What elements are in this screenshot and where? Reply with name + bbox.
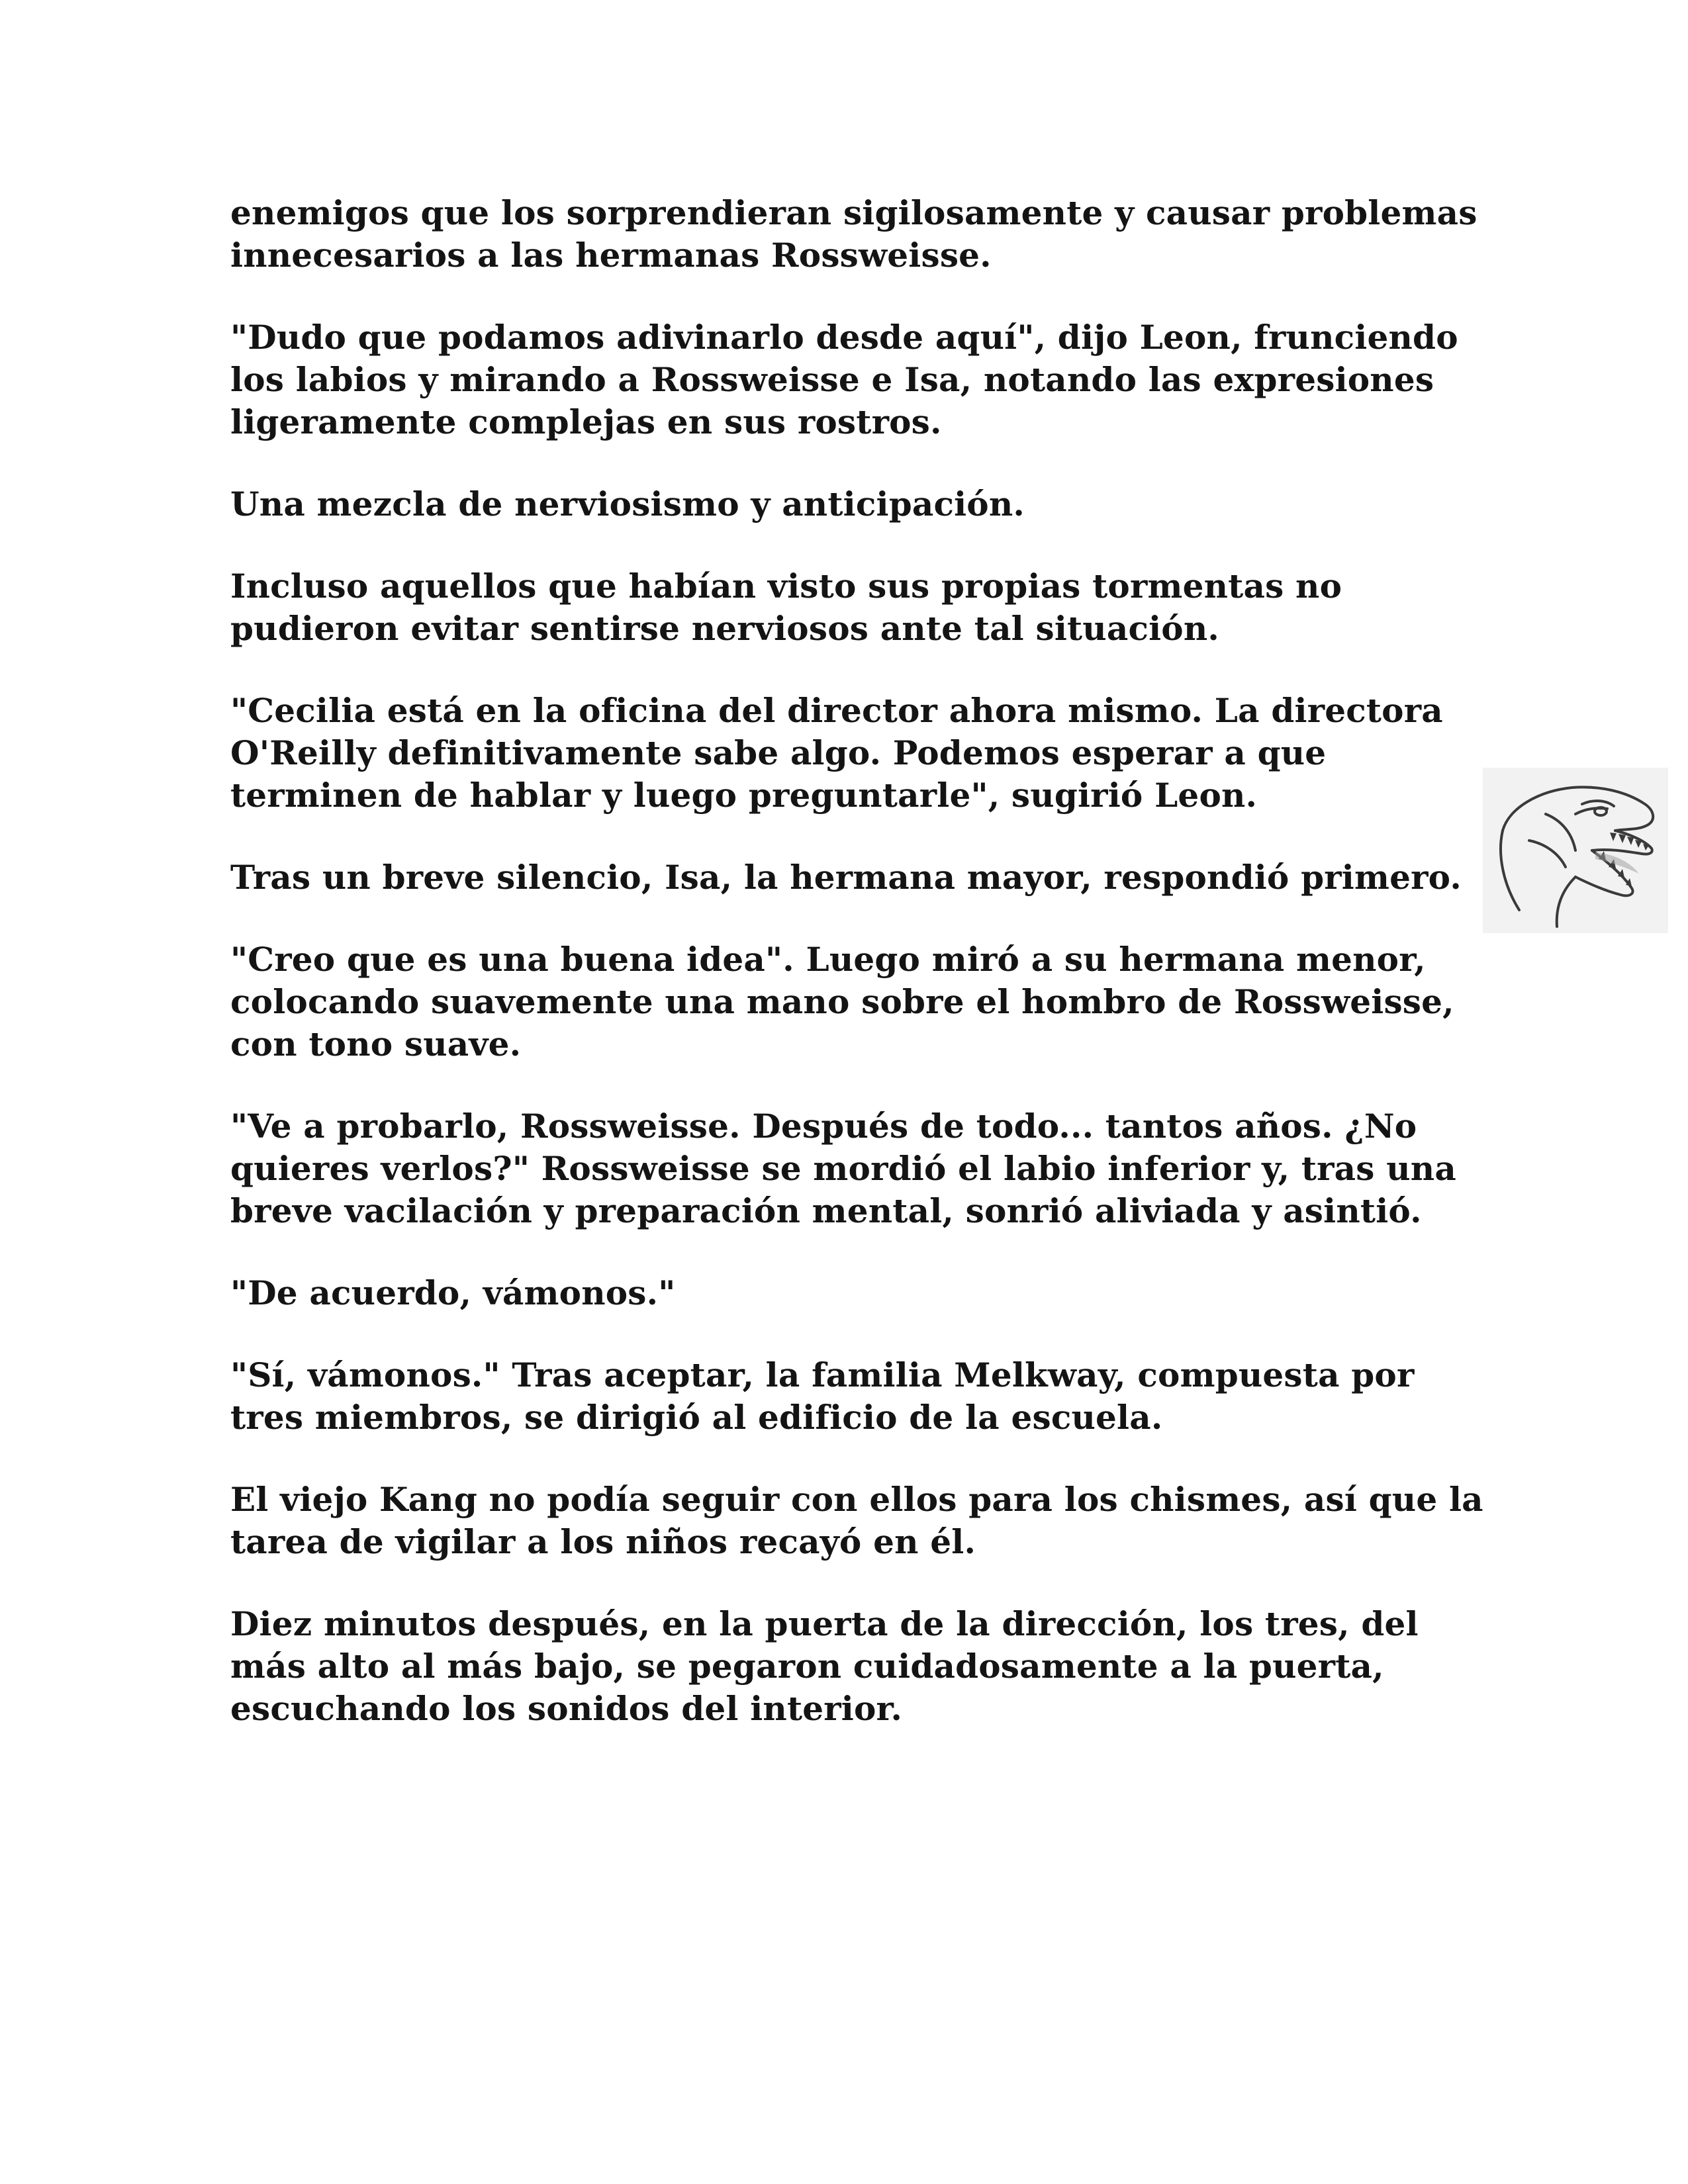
paragraph: Incluso aquellos que habían visto sus propias tormentas no pudieron evitar sentirse nerviosos ante tal situación. [230, 567, 1342, 648]
paragraph: "Dudo que podamos adivinarlo desde aquí", dijo Leon, frunciendo los labios y mirando a Rossweisse e Isa, notando las expresiones ligeramente complejas en sus rostros. [230, 318, 1458, 441]
dinosaur-head-sketch-icon [1483, 768, 1668, 933]
paragraph: Tras un breve silencio, Isa, la hermana mayor, respondió primero. [230, 858, 1462, 897]
paragraph: "Creo que es una buena idea". Luego miró a su hermana menor, colocando suavemente una mano sobre el hombro de Rossweisse, con tono suave. [230, 940, 1454, 1064]
paragraph: Una mezcla de nerviosismo y anticipación. [230, 484, 1025, 523]
paragraph: Diez minutos después, en la puerta de la dirección, los tres, del más alto al más bajo, se pegaron cuidadosamente a la puerta, escuchando los sonidos del interior. [230, 1604, 1419, 1728]
paragraph: El viejo Kang no podía seguir con ellos para los chismes, así que la tarea de vigilar a los niños recayó en él. [230, 1480, 1483, 1561]
paragraph: "De acuerdo, vámonos." [230, 1273, 676, 1312]
paragraph: "Cecilia está en la oficina del director ahora mismo. La directora O'Reilly definitivamente sabe algo. Podemos esperar a que terminen de hablar y luego preguntarle", sugirió Leon. [230, 691, 1443, 815]
paragraph: enemigos que los sorprendieran sigilosamente y causar problemas innecesarios a las hermanas Rossweisse. [230, 193, 1477, 275]
paragraph: "Ve a probarlo, Rossweisse. Después de todo... tantos años. ¿No quieres verlos?" Rossweisse se mordió el labio inferior y, tras una breve vacilación y preparación mental, sonrió aliviada y asintió. [230, 1107, 1456, 1230]
body-text [230, 192, 1488, 1770]
paragraph: "Sí, vámonos." Tras aceptar, la familia Melkway, compuesta por tres miembros, se dirigió al edificio de la escuela. [230, 1355, 1415, 1437]
